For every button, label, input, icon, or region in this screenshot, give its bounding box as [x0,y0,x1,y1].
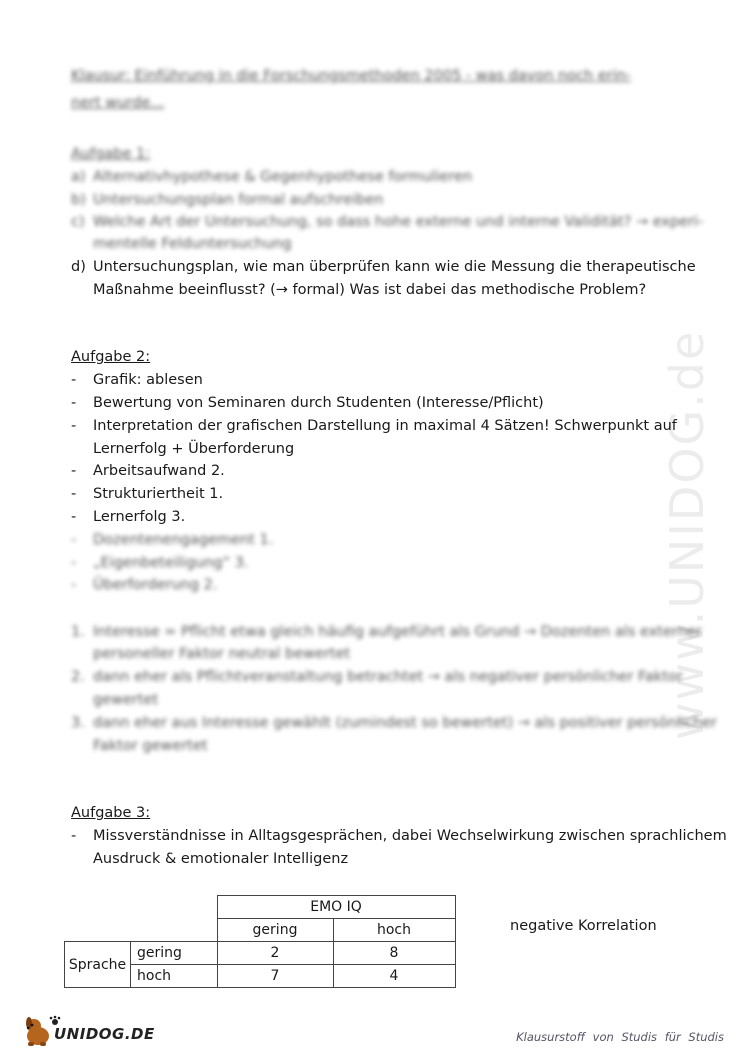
aufgabe3-heading: Aufgabe 3: [71,805,151,821]
list-item-text: Grafik: ablesen [93,372,203,388]
list-marker: d) [71,259,86,275]
list-marker: - [71,828,77,844]
list-item-text: Dozentenengagement 1. [93,532,274,548]
contingency-table [64,895,456,988]
document-title-line-1: Klausur: Einführung in die Forschungsmethoden 2005 - was davon noch erin- [71,68,632,84]
list-marker: - [71,577,77,593]
col-header: gering [217,919,333,942]
paw-icon [50,1016,61,1025]
aufgabe2-item-1 [71,372,203,388]
list-item-text: Lernerfolg 3. [93,509,186,525]
list-item-text: Missverständnisse in Alltagsgesprächen, dabei Wechselwirkung zwischen sprachlichem [93,828,727,844]
list-marker: - [71,532,77,548]
watermark: www.UNIDOG.de [660,329,714,740]
list-item-text: Untersuchungsplan, wie man überprüfen kann wie die Messung die therapeutische [93,259,696,275]
aufgabe1-heading: Aufgabe 1: [71,146,151,162]
aufgabe2-numbered-3-cont: Faktor gewertet [93,738,208,754]
list-item-text: Untersuchungsplan formal aufschreiben [93,192,384,208]
table-cell: 7 [217,965,333,988]
aufgabe2-numbered-2-cont: gewertet [93,692,159,708]
aufgabe1-item-a [71,169,472,185]
list-item-text: Alternativhypothese & Gegenhypothese formulieren [93,169,473,185]
aufgabe3-item [71,828,727,844]
row-group-header: Sprache [65,942,131,988]
aufgabe1-item-c [71,214,703,230]
aufgabe2-item-5 [71,486,223,502]
table-cell: 8 [333,942,455,965]
aufgabe2-numbered-3 [71,715,717,731]
list-marker: - [71,395,77,411]
list-marker: - [71,486,77,502]
col-header: hoch [333,919,455,942]
list-marker: - [71,509,77,525]
table-cell: 4 [333,965,455,988]
correlation-note: negative Korrelation [510,918,657,934]
aufgabe2-numbered-2 [71,669,683,685]
aufgabe2-item-4 [71,463,225,479]
list-marker: a) [71,169,86,185]
list-marker: 1. [71,624,85,640]
aufgabe2-numbered-1-cont: personeller Faktor neutral bewertet [93,646,351,662]
aufgabe2-heading: Aufgabe 2: [71,349,151,365]
list-marker: - [71,555,77,571]
list-marker: 2. [71,669,85,685]
list-marker: - [71,463,77,479]
list-item-text: Welche Art der Untersuchung, so dass hohe externe und interne Validität? → experi- [93,214,704,230]
aufgabe2-item-6 [71,509,185,525]
aufgabe2-numbered-1 [71,624,702,640]
footer-tagline: Klausurstoff von Studis für Studis [516,1030,724,1044]
logo-text: UNIDOG.DE [54,1025,155,1043]
aufgabe2-item-8 [71,555,249,571]
list-item-text: Arbeitsaufwand 2. [93,463,225,479]
aufgabe1-item-d-cont: Maßnahme beeinflusst? (→ formal) Was ist dabei das methodische Problem? [93,282,647,298]
list-item-text: dann eher aus Interesse gewählt (zumindest so bewertet) → als positiver persönlicher [93,715,717,731]
list-item-text: Interpretation der grafischen Darstellung in maximal 4 Sätzen! Schwerpunkt auf [93,418,677,434]
list-item-text: Interesse = Pflicht etwa gleich häufig aufgeführt als Grund → Dozenten als externer [93,624,702,640]
list-marker: 3. [71,715,85,731]
col-group-header: EMO IQ [217,896,455,919]
dog-icon [26,1017,49,1046]
table-cell: 2 [217,942,333,965]
list-marker: - [71,418,77,434]
list-item-text: Strukturiertheit 1. [93,486,224,502]
aufgabe1-item-c-cont: mentelle Felduntersuchung [93,236,292,252]
aufgabe2-item-3 [71,418,677,434]
list-item-text: dann eher als Pflichtveranstaltung betrachtet → als negativer persönlicher Faktor [93,669,683,685]
aufgabe3-item-cont: Ausdruck & emotionaler Intelligenz [93,851,349,867]
list-item-text: Überforderung 2. [93,577,218,593]
aufgabe1-item-b [71,192,383,208]
row-header: gering [131,942,218,965]
list-marker: b) [71,192,86,208]
aufgabe2-item-9 [71,577,218,593]
aufgabe1-item-d [71,259,696,275]
list-item-text: Bewertung von Seminaren durch Studenten (Interesse/Pflicht) [93,395,544,411]
list-item-text: „Eigenbeteiligung“ 3. [93,555,249,571]
document-title-line-2: nert wurde... [71,95,165,111]
aufgabe2-item-2 [71,395,544,411]
list-marker: c) [71,214,85,230]
row-header: hoch [131,965,218,988]
aufgabe2-item-7 [71,532,273,548]
list-marker: - [71,372,77,388]
aufgabe2-item-3-cont: Lernerfolg + Überforderung [93,441,295,457]
